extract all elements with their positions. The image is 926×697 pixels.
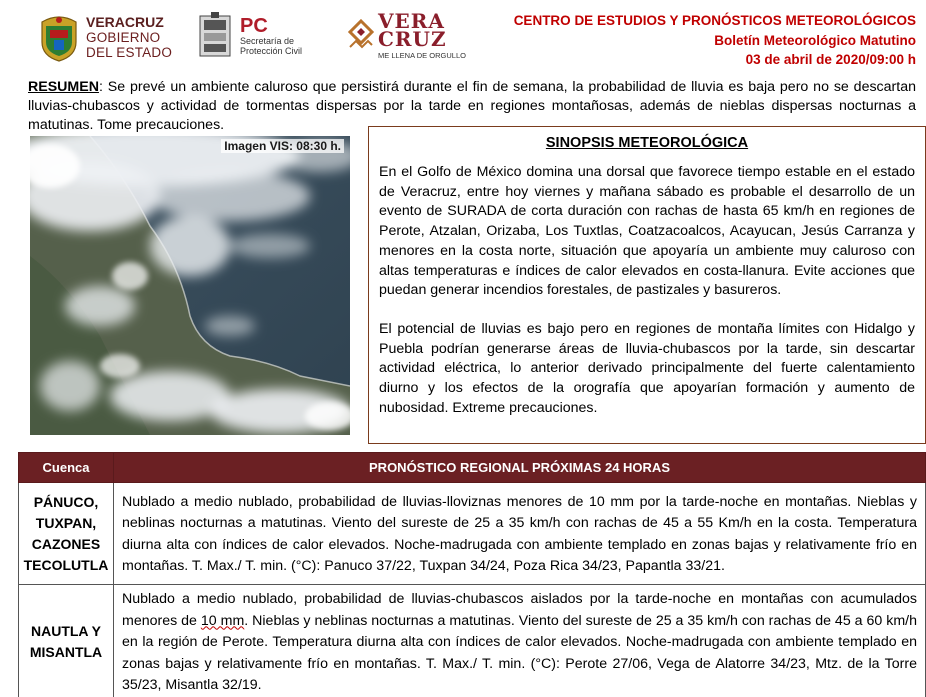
forecast-cell xyxy=(114,585,926,697)
synopsis-box xyxy=(368,126,926,444)
basin-cell xyxy=(19,483,114,585)
spellcheck-flagged-text: 10 mm xyxy=(200,612,245,629)
basin-name-line: CAZONES xyxy=(31,535,101,552)
summary-text: : Se prevé un ambiente caluroso que persistirá durante el fin de semana, la probabilidad de lluvia es baja pero no se descartan lluvias-chubascos y actividad de tormentas dispersas por la tarde en regiones montañosas, además de nieblas dispersas nocturnas a matutinas. Tome precauciones. xyxy=(28,79,916,133)
forecast-text: Nublado a medio nublado, probabilidad de lluvias-chubascos aislados por la tarde-noche en montañas con acumulados menores de xyxy=(122,591,917,629)
table-row xyxy=(19,483,926,585)
summary-label: RESUMEN xyxy=(28,79,99,95)
center-title: CENTRO DE ESTUDIOS Y PRONÓSTICOS METEOROLÓGICOS xyxy=(513,13,916,28)
logo-line-3: DEL ESTADO xyxy=(86,44,173,60)
pc-line-1: Secretaría de xyxy=(240,36,295,46)
basin-name-line: NAUTLA Y xyxy=(31,622,101,639)
pc-line-2: Protección Civil xyxy=(240,46,303,56)
decorative-pattern-icon xyxy=(348,19,374,53)
basin-cell xyxy=(19,585,114,697)
satellite-visible-image xyxy=(30,136,350,435)
table-header-row xyxy=(19,453,926,483)
proteccion-civil-logo xyxy=(196,12,302,60)
synopsis-paragraph-1: En el Golfo de México domina una dorsal que favorece tiempo estable en el estado de Veracruz, entre hoy viernes y mañana sábado es probable el desarrollo de un evento de SURADA de corta duración con rachas de hasta 65 km/h en regiones de Perote, Atzalan, Orizaba, Los Tuxtlas, Coatzacoalcos, Acayucan, Jesús Carranza y menores en la costa norte, situación que apoyaría un ambiente muy caluroso con altas temperaturas e índices de calor elevados en costa-llanura. Evite acciones que puedan generar incendios forestales, de pastizales y basureros. xyxy=(379,164,915,299)
synopsis-paragraph-2: El potencial de lluvias es bajo pero en regiones de montaña límites con Hidalgo y Puebla podrían generarse áreas de lluvia-chubascos por la tarde, sin descartar actividad eléctrica, lo anterior derivado principalmente del fuerte calentamiento diurno y los efectos de la orografía que apoyarían formación y aumento de nubosidad. Extreme precauciones. xyxy=(379,320,915,416)
satellite-caption: Imagen VIS: 08:30 h. xyxy=(221,139,344,153)
logo-line-2: GOBIERNO xyxy=(86,29,161,45)
veracruz-coat-of-arms-icon xyxy=(38,12,80,62)
veracruz-government-logo xyxy=(38,12,172,62)
forecast-cell: Nublado a medio nublado, probabilidad de lluvias-lloviznas menores de 10 mm por la tarde-noche en montañas. Nieblas y neblinas nocturnas a matutinas. Viento del sureste de 25 a 35 km/h con rachas de 45 a 55 Km/h en la costa. Temperatura diurna alta con índices de calor elevados. Noche-madrugada con ambiente templado en zonas bajas y relativamente frío en montañas. T. Max./ T. min. (°C): Panuco 37/22, Tuxpan 34/24, Poza Rica 34/23, Papantla 33/21. xyxy=(114,483,926,585)
brand-tagline: ME LLENA DE ORGULLO xyxy=(378,51,466,60)
forecast-text: . Nieblas y neblinas nocturnas a matutinas. Viento del sureste de 25 a 35 km/h con rachas de 45 a 60 km/h en la región de Perote. Temperatura diurna alta con índices de calor elevados. Noche-madrugada con ambiente templado en zonas bajas y relativamente frío en montañas. T. Max./ T. min. (°C): Perote 27/06, Vega de Alatorre 34/23, Mtz. de la Torre 35/23, Misantla 32/19. xyxy=(122,612,917,693)
brand-line-1: VERA xyxy=(378,9,445,33)
synopsis-title: SINOPSIS METEOROLÓGICA xyxy=(545,135,749,151)
bulletin-date: 03 de abril de 2020/09:00 h xyxy=(745,52,916,67)
basin-name-line: PÁNUCO, xyxy=(33,493,99,510)
bulletin-title-block xyxy=(514,12,916,69)
logo-line-1: VERACRUZ xyxy=(86,13,164,30)
satellite-image xyxy=(30,136,350,435)
table-row xyxy=(19,585,926,697)
bulletin-header xyxy=(0,0,926,78)
basin-name-line: TECOLUTLA xyxy=(23,556,109,573)
bulletin-subtitle: Boletín Meteorológico Matutino xyxy=(714,33,916,48)
pc-mark: PC xyxy=(240,15,268,37)
basin-name-line: TUXPAN, xyxy=(35,514,97,531)
seal-icon xyxy=(196,12,234,60)
brand-line-2: CRUZ xyxy=(378,27,447,51)
column-header-basin: Cuenca xyxy=(19,453,114,483)
basin-name-line: MISANTLA xyxy=(29,643,103,660)
column-header-forecast: PRONÓSTICO REGIONAL PRÓXIMAS 24 HORAS xyxy=(114,453,926,483)
regional-forecast-table xyxy=(18,452,926,697)
veracruz-brand-logo xyxy=(348,9,466,60)
